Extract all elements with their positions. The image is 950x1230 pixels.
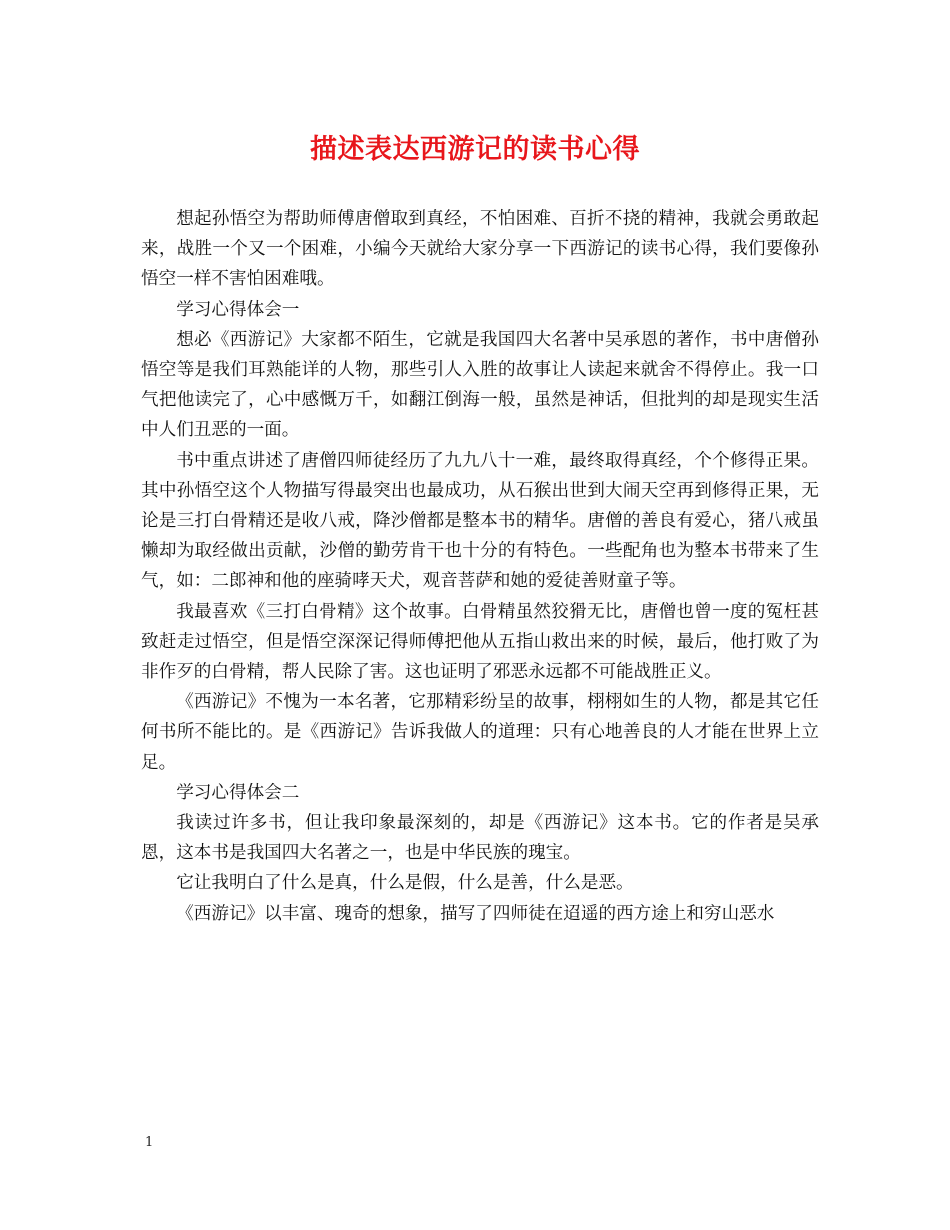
paragraph: 它让我明白了什么是真，什么是假，什么是善，什么是恶。 (176, 873, 634, 894)
document-body (141, 204, 819, 929)
paragraph: 书中重点讲述了唐僧四师徒经历了九九八十一难，最终取得真经，个个修得正果。其中孙悟空这个人物描写得最突出也最成功，从石猴出世到大闹天空再到修得正果，无论是三打白骨精还是收八戒，降沙僧都是整本书的精华。唐僧的善良有爱心，猪八戒虽懒却为取经做出贡献，沙僧的勤劳肯干也十分的有特色。一些配角也为整本书带来了生气，如：二郎神和他的座骑哮天犬，观音菩萨和她的爱徒善财童子等。 (141, 450, 819, 592)
paragraph: 我最喜欢《三打白骨精》这个故事。白骨精虽然狡猾无比，唐僧也曾一度的冤枉甚致赶走过悟空，但是悟空深深记得师傅把他从五指山救出来的时候，最后，他打败了为非作歹的白骨精，帮人民除了害。这也证明了邪恶永远都不可能战胜正义。 (141, 601, 819, 683)
section-heading-2: 学习心得体会二 (176, 782, 300, 803)
paragraph-intro: 想起孙悟空为帮助师傅唐僧取到真经，不怕困难、百折不挠的精神，我就会勇敢起来，战胜一个又一个困难，小编今天就给大家分享一下西游记的读书心得，我们要像孙悟空一样不害怕困难哦。 (141, 209, 819, 290)
paragraph: 《西游记》不愧为一本名著，它那精彩纷呈的故事，栩栩如生的人物，都是其它任何书所不能比的。是《西游记》告诉我做人的道理：只有心地善良的人才能在世界上立足。 (141, 692, 819, 773)
page-number: 1 (145, 1135, 154, 1150)
section-heading-1: 学习心得体会一 (176, 299, 300, 320)
document-title: 描述表达西游记的读书心得 (310, 134, 640, 165)
paragraph: 我读过许多书，但让我印象最深刻的，却是《西游记》这本书。它的作者是吴承恩，这本书是我国四大名著之一，也是中华民族的瑰宝。 (141, 813, 819, 864)
paragraph: 想必《西游记》大家都不陌生，它就是我国四大名著中吴承恩的著作，书中唐僧孙悟空等是我们耳熟能详的人物，那些引人入胜的故事让人读起来就舍不得停止。我一口气把他读完了，心中感慨万千，如翻江倒海一般，虽然是神话，但批判的却是现实生活中人们丑恶的一面。 (141, 329, 819, 441)
paragraph: 《西游记》以丰富、瑰奇的想象，描写了四师徒在迢遥的西方途上和穷山恶水 (176, 903, 775, 924)
